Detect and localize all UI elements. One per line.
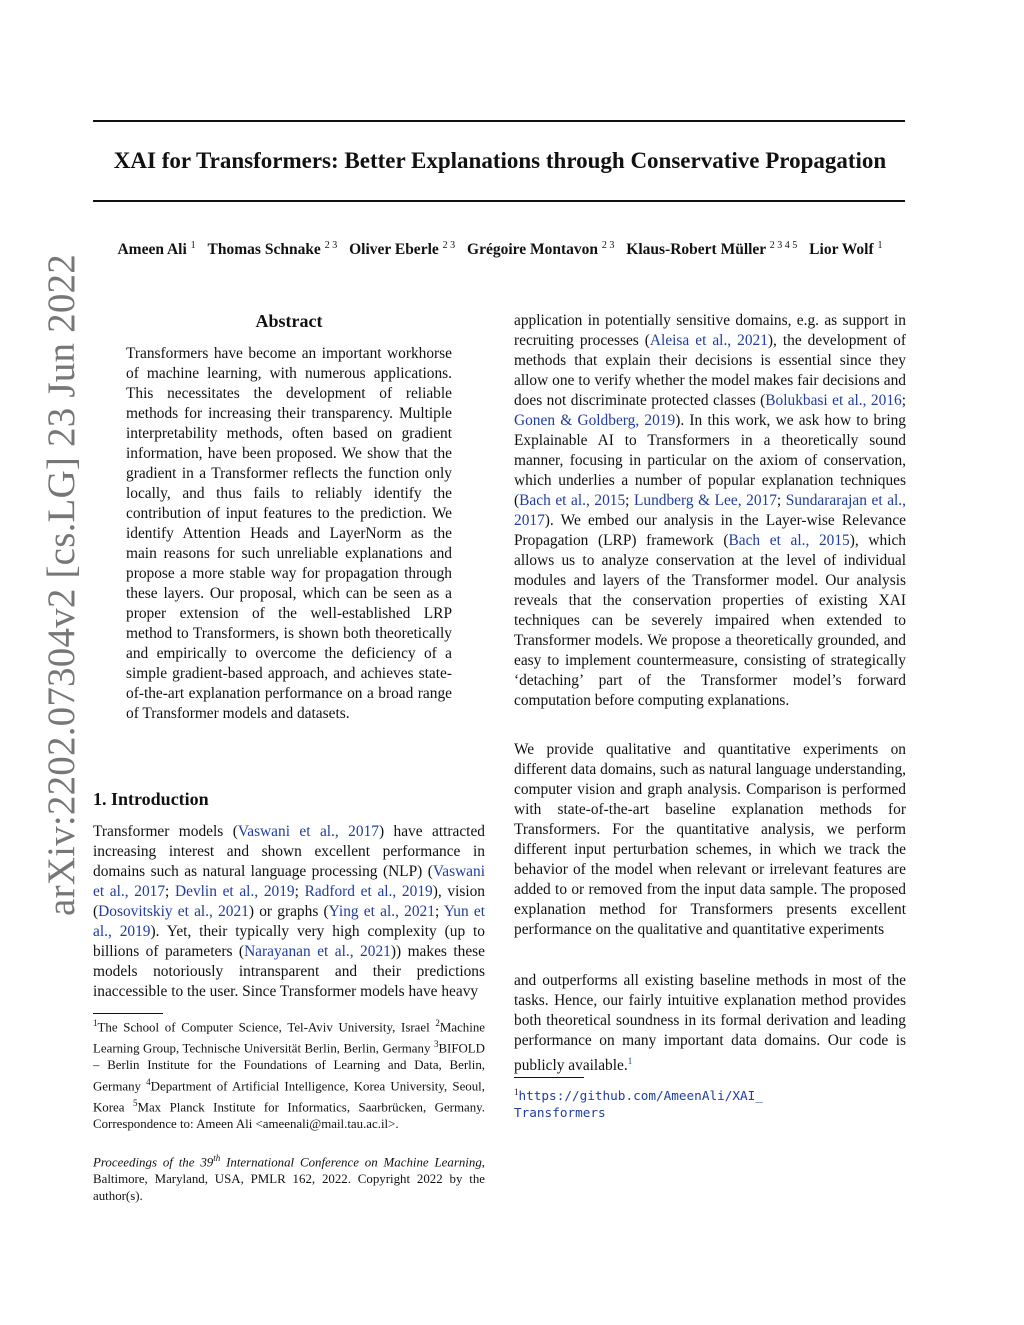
citation-link[interactable]: Sundararajan et al., 2017: [514, 492, 906, 529]
body-paragraph: We provide qualitative and quantitative experiments on different data domains, such as natural language understanding, computer vision and graph analysis. Comparison is performed with state-of-the-art baseline explanation methods for Transformers. For the quantitative analysis, we perform different input perturbation schemes, in which we track the behavior of the model when relevant or irrelevant features are added to or removed from the input data sample. The proposed explanation method for Transformers presents excellent performance on the qualitative and quantitative experiments: [514, 741, 906, 938]
text-run: th: [213, 1153, 221, 1163]
text-run: ;: [294, 883, 305, 900]
text-run: ;: [901, 392, 906, 409]
text-run: )) makes these models notoriously intransparent and their predictions inaccessible to the user. Since Transformer models have heavy: [93, 943, 485, 1000]
author-list: [60, 234, 940, 262]
abstract-heading: Abstract: [255, 311, 323, 331]
author-name: Thomas Schnake: [207, 241, 321, 259]
author: [626, 241, 797, 258]
title-top-rule: [93, 120, 905, 122]
text-run: Department of Artificial Intelligence, Korea University, Seoul, Korea: [93, 1079, 485, 1115]
text-run: and outperforms all existing baseline methods in most of the tasks. Hence, our fairly intuitive explanation method provides both theoretical soundness in its formal derivation and leading performance on many important data domains. Our code is publicly available.: [514, 972, 906, 1075]
citation-link[interactable]: Yun et al., 2019: [93, 903, 485, 940]
body-paragraph: [514, 971, 906, 1076]
footnote-mark: 1: [514, 1087, 519, 1097]
text-run: BIFOLD – Berlin Institute for the Foundations of Learning and Data, Berlin, Germany: [93, 1041, 485, 1094]
author-name: Ameen Ali: [117, 241, 187, 259]
author-affiliation: 1: [190, 240, 196, 251]
title-bottom-rule: [93, 200, 905, 202]
text-run: ;: [625, 492, 634, 509]
arxiv-identifier: arXiv:2202.07304v2 [cs.LG] 23 Jun 2022: [40, 254, 83, 916]
text-run: Proceedings of the: [93, 1155, 201, 1170]
author-affiliation: 2 3 4 5: [769, 240, 798, 251]
footnote-rule: [514, 1077, 584, 1078]
citation-link[interactable]: Vaswani et al., 2017: [237, 823, 379, 840]
citation-link[interactable]: Radford et al., 2019: [304, 883, 433, 900]
proceedings-footnote: [93, 1150, 485, 1205]
text-run: Max Planck Institute for Informatics, Saarbrücken, Germany. Correspondence to: Ameen Ali <ameenali@mail.tau.ac.il>.: [93, 1100, 485, 1132]
introduction-paragraph: [93, 822, 485, 1002]
paper-title: XAI for Transformers: Better Explanations through Conservative Propagation: [113, 148, 887, 173]
author-affiliation: 2 3: [324, 240, 338, 251]
author-affiliation: 2 3: [601, 240, 615, 251]
code-url-footnote: [514, 1084, 906, 1121]
footnote-rule: [93, 1013, 163, 1014]
citation-link[interactable]: Bach et al., 2015: [519, 492, 626, 509]
citation-link[interactable]: Lundberg & Lee, 2017: [634, 492, 777, 509]
author: [208, 241, 338, 258]
author-name: Lior Wolf: [809, 241, 874, 259]
footnote-link[interactable]: 1: [627, 1056, 633, 1066]
author-name: Klaus-Robert Müller: [626, 241, 766, 259]
text-run: ;: [434, 903, 444, 920]
author: [117, 241, 195, 258]
code-url-link-continued[interactable]: Transformers: [514, 1105, 606, 1121]
text-run: ). Yet, their typically very high complexity (up to billions of parameters (: [93, 923, 485, 960]
body-paragraph: [514, 311, 906, 711]
author-affiliation: 1: [877, 240, 883, 251]
citation-link[interactable]: Bach et al., 2015: [728, 532, 850, 549]
text-run: International Conference on Machine Learning: [220, 1155, 482, 1170]
text-run: ). We embed our analysis in the Layer-wise Relevance Propagation (LRP) framework (: [514, 512, 906, 549]
text-run: ;: [165, 883, 175, 900]
text-run: ) have attracted increasing interest and shown excellent performance in domains such as natural language processing (NLP) (: [93, 823, 485, 880]
citation-link[interactable]: Vaswani et al., 2017: [93, 863, 485, 900]
text-run: ), vision (: [93, 883, 485, 920]
author-name: Grégoire Montavon: [467, 241, 599, 259]
author: [349, 241, 455, 258]
text-run: ), the development of methods that explain their decisions is essential since they allow one to verify whether the model makes fair decisions and does not discriminate protected classes (: [514, 332, 906, 409]
footnote-mark: 1: [93, 1018, 98, 1028]
author-name: Oliver Eberle: [349, 241, 439, 259]
citation-link[interactable]: Devlin et al., 2019: [175, 883, 295, 900]
introduction-heading: 1. Introduction: [93, 789, 209, 809]
author-affiliation: 2 3: [442, 240, 456, 251]
footnote-mark: 4: [146, 1076, 151, 1087]
abstract-text: Transformers have become an important workhorse of machine learning, with numerous applications. This necessitates the development of reliable methods for increasing their transparency. Multiple interpretability methods, often based on gradient information, have been proposed. We show that the gradient in a Transformer reflects the function only locally, and thus fails to reliably identify the contribution of input features to the prediction. We identify Attention Heads and LayerNorm as the main reasons for such unreliable explanations and propose a more stable way for propagation through these layers. Our proposal, which can be seen as a proper extension of the well-established LRP method to Transformers, is shown both theoretically and empirically to overcome the deficiency of a simple gradient-based approach, and achieves state-of-the-art explanation performance on a broad range of Transformer models and datasets.: [126, 345, 452, 722]
text-run: , Baltimore, Maryland, USA, PMLR 162, 2022. Copyright 2022 by the author(s).: [93, 1155, 486, 1203]
text-run: ). In this work, we ask how to bring Explainable AI to Transformers in a theoretically sound manner, focusing in particular on the axiom of conservation, which underlies a number of popular explanation techniques (: [514, 412, 906, 509]
footnote-mark: 3: [433, 1039, 439, 1050]
citation-link[interactable]: Gonen & Goldberg, 2019: [514, 412, 676, 429]
citation-link[interactable]: Aleisa et al., 2021: [649, 332, 768, 349]
author: [809, 241, 882, 258]
code-url-link[interactable]: https://github.com/AmeenAli/XAI_: [518, 1088, 763, 1104]
text-run: ;: [776, 492, 786, 509]
footnote-mark: 5: [132, 1098, 138, 1109]
text-run: Machine Learning Group, Technische Universität Berlin, Berlin, Germany: [93, 1020, 485, 1056]
text-run: Transformer models (: [93, 823, 238, 840]
text-run: ), which allows us to analyze conservation at the level of individual modules and layers of the Transformer model. Our analysis reveals that the conservation properties of existing XAI techniques can be severely impaired when extended to Transformer models. We propose a theoretically grounded, and easy to implement countermeasure, consisting of strategically ‘detaching’ part of the Transformer model’s forward computation before computing explanations.: [514, 532, 906, 709]
citation-link[interactable]: Dosovitskiy et al., 2021: [98, 903, 249, 920]
text-run: The School of Computer Science, Tel-Aviv University, Israel: [97, 1020, 436, 1035]
citation-link[interactable]: Ying et al., 2021: [328, 903, 435, 920]
affiliations-footnote: [93, 1015, 485, 1133]
text-run: application in potentially sensitive domains, e.g. as support in recruiting processes (: [514, 312, 906, 349]
author: [467, 241, 614, 258]
citation-link[interactable]: Bolukbasi et al., 2016: [765, 392, 902, 409]
text-run: ) or graphs (: [248, 903, 329, 920]
text-run: 39: [200, 1155, 214, 1170]
footnote-mark: 2: [435, 1018, 440, 1028]
citation-link[interactable]: Narayanan et al., 2021: [244, 943, 391, 960]
